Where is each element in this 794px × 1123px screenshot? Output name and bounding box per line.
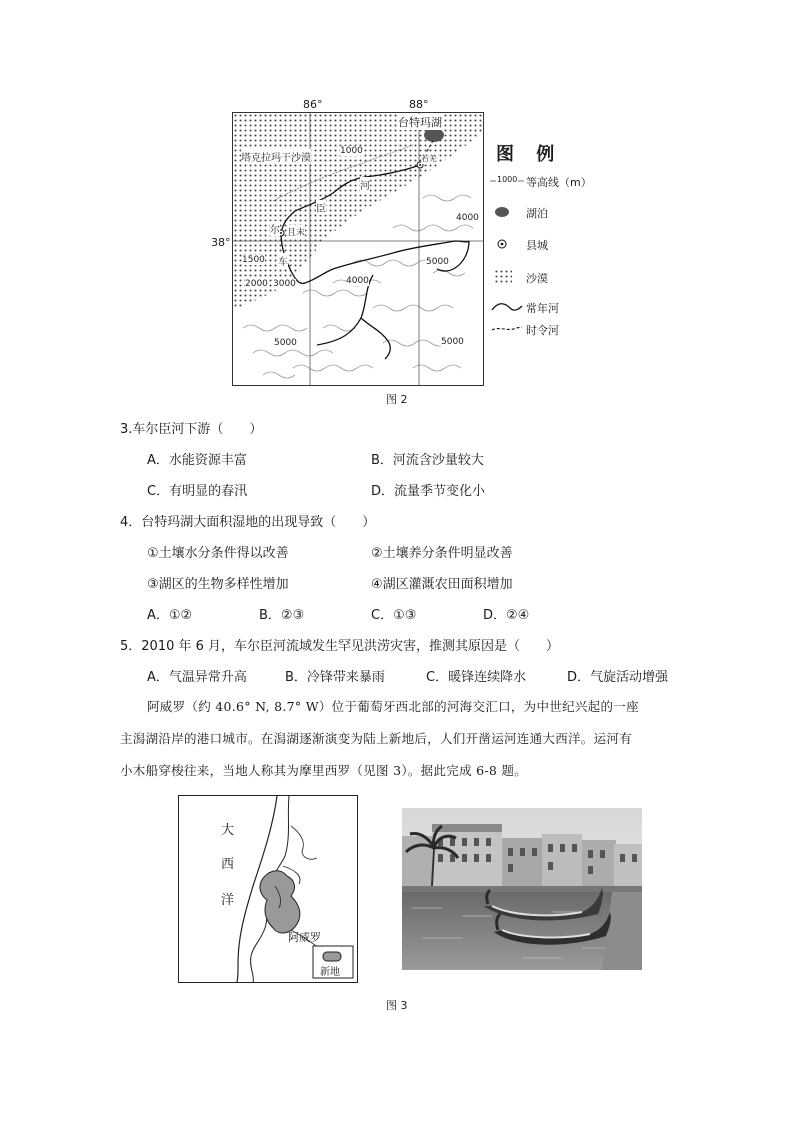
question-3-option-a: A．水能资源丰富 <box>147 453 247 468</box>
contour-label: 1000 <box>340 146 363 156</box>
question-3-option-d: D．流量季节变化小 <box>371 484 486 499</box>
question-4-statement-1: ①土壤水分条件得以改善 <box>147 546 289 561</box>
desert-icon <box>494 269 518 285</box>
contour-label: 4000 <box>346 276 369 286</box>
question-5-option-b: B．冷锋带来暴雨 <box>285 670 385 685</box>
question-3-option-c: C．有明显的春汛 <box>147 484 248 499</box>
question-3-option-b: B．河流含沙量较大 <box>371 453 484 468</box>
contour-label: 5000 <box>274 338 297 348</box>
lake-name-label: 台特玛湖 <box>398 116 442 129</box>
question-4-option-b: B．②③ <box>259 608 305 623</box>
figure-3-caption: 图 3 <box>386 999 408 1012</box>
contour-label: 1500 <box>242 255 265 265</box>
question-4-option-a: A．①② <box>147 608 193 623</box>
contour-label: 3000 <box>273 279 296 289</box>
latitude-label-38: 38° <box>211 236 231 249</box>
question-5-option-d: D．气旋活动增强 <box>567 670 669 685</box>
desert-name-label: 塔克拉玛干沙漠 <box>241 149 311 164</box>
legend-seasonal-river-label: 时令河 <box>526 324 559 337</box>
question-4-stem: 4．台特玛湖大面积湿地的出现导致（ ） <box>120 515 376 530</box>
legend-desert-row <box>490 269 600 285</box>
figure-2-legend <box>490 140 600 340</box>
passage-line-3: 小木船穿梭往来，当地人称其为摩里西罗（见图 3）。据此完成 6-8 题。 <box>120 763 528 778</box>
legend-contour-label: 等高线（m） <box>526 176 592 189</box>
legend-perennial-river-row <box>490 300 600 314</box>
question-4-statement-3: ③湖区的生物多样性增加 <box>147 577 289 592</box>
contour-label: 2000 <box>245 279 268 289</box>
town-qiemo-label: 且末 <box>287 225 305 238</box>
contour-label: 4000 <box>456 213 479 223</box>
passage-line-2: 主潟湖沿岸的港口城市。在潟湖逐渐演变为陆上新地后，人们开凿运河连通大西洋。运河有 <box>120 731 633 746</box>
contour-label: 5000 <box>426 257 449 267</box>
ocean-label-da: 大 <box>221 823 235 838</box>
question-4-option-c: C．①③ <box>371 608 417 623</box>
legend-lake-row <box>490 205 600 219</box>
lake-taitema <box>424 128 444 142</box>
seasonal-river-icon <box>490 322 524 336</box>
legend-new-land-label: 新地 <box>320 967 340 978</box>
question-5-stem: 5．2010 年 6 月，车尔臣河流域发生罕见洪涝灾害，推测其原因是（ ） <box>120 639 560 654</box>
river-label-chen: 臣 <box>316 200 326 215</box>
legend-lake-label: 湖泊 <box>526 207 548 220</box>
longitude-label-88: 88° <box>409 98 429 111</box>
question-4-statement-4: ④湖区灌溉农田面积增加 <box>371 577 513 592</box>
legend-town-label: 县城 <box>526 239 548 252</box>
question-4-option-d: D．②④ <box>483 608 530 623</box>
ocean-label-xi: 西 <box>221 857 235 872</box>
legend-town-row <box>490 237 600 251</box>
contour-label: 5000 <box>441 337 464 347</box>
figure-3-map-drawing <box>179 796 357 982</box>
county-town-icon <box>494 237 518 251</box>
river-label-er: 尔 <box>270 221 280 236</box>
legend-contour-sample: 1000 <box>497 175 518 184</box>
legend-title: 图 例 <box>496 144 563 165</box>
lake-icon <box>494 205 518 219</box>
legend-perennial-river-label: 常年河 <box>526 302 559 315</box>
city-label-aveiro: 阿威罗 <box>288 931 321 944</box>
figure-3-map <box>178 795 358 983</box>
legend-desert-label: 沙漠 <box>526 272 548 285</box>
figure-2-caption: 图 2 <box>386 393 408 406</box>
question-5-option-a: A．气温异常升高 <box>147 670 247 685</box>
question-3-stem: 3.车尔臣河下游（ ） <box>120 422 263 437</box>
longitude-label-86: 86° <box>303 98 323 111</box>
question-4-statement-2: ②土壤养分条件明显改善 <box>371 546 513 561</box>
ocean-label-yang: 洋 <box>221 893 235 908</box>
passage-line-1: 阿威罗（约 40.6° N, 8.7° W）位于葡萄牙西北部的河海交汇口，为中世纪兴起的一座 <box>147 699 639 714</box>
moliceiro-boat-photo <box>402 808 642 970</box>
aveiro-canal-photo <box>402 808 642 970</box>
river-label-che: 车 <box>278 253 288 268</box>
question-5-option-c: C．暖锋连续降水 <box>426 670 527 685</box>
town-ruoqiang-label: 若羌 <box>421 154 437 163</box>
legend-seasonal-river-row <box>490 322 600 336</box>
perennial-river-icon <box>490 300 524 314</box>
river-label-he: 河 <box>360 177 370 192</box>
legend-contour-row <box>490 174 600 188</box>
new-land-swatch <box>323 952 341 961</box>
